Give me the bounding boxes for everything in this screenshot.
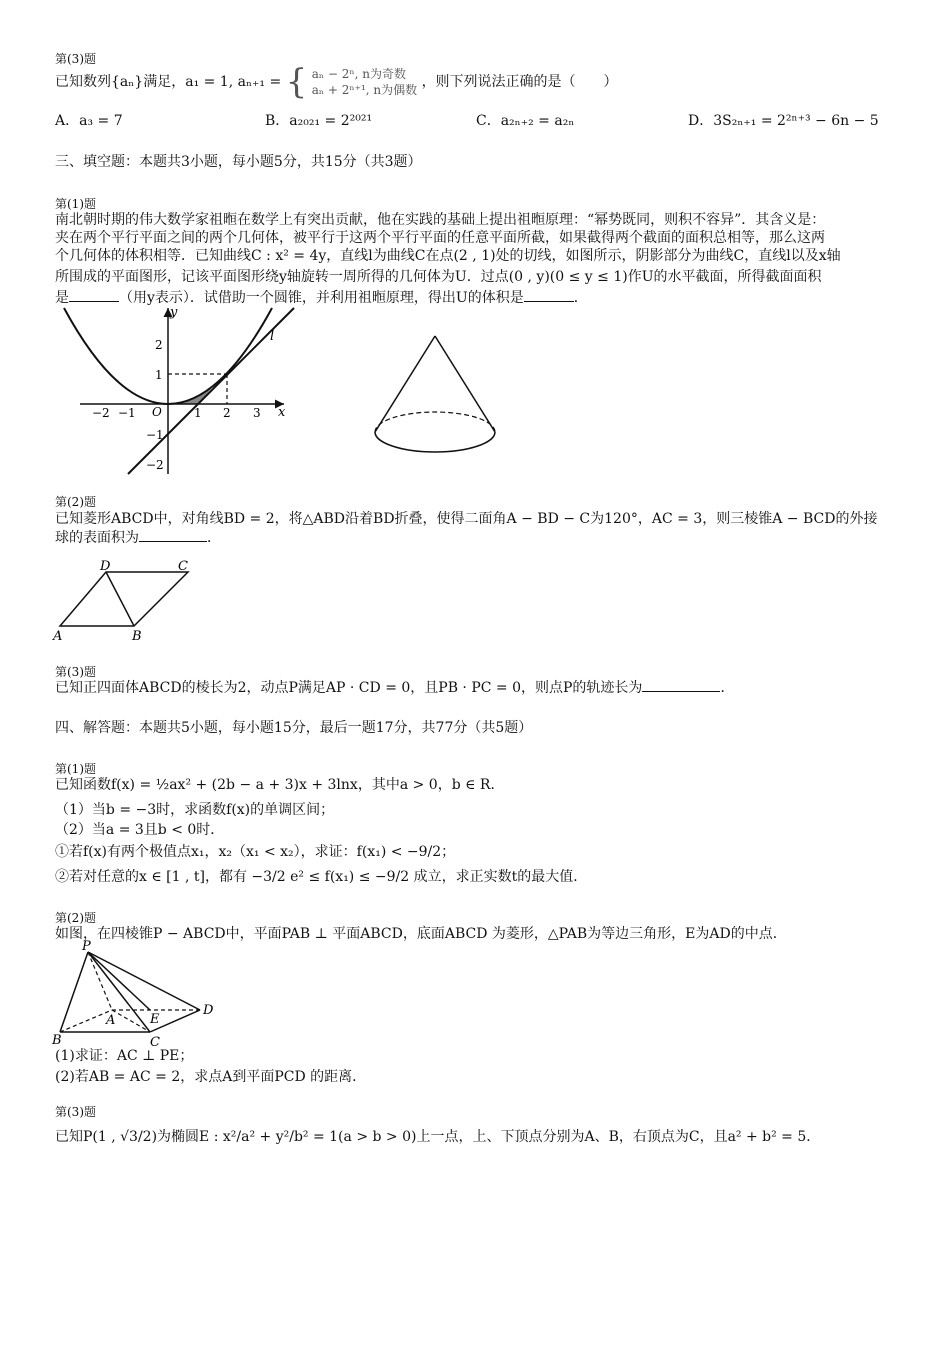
piecewise-cases [312,66,417,98]
tick-label: −1 [118,406,136,420]
rhombus-figure [50,558,200,644]
tick-label: 1 [155,368,163,382]
diagonal-bd [106,572,134,626]
question-number: 第(3)题 [55,1105,96,1119]
vertex-label: B [132,629,142,644]
question-number: 第(2)题 [55,911,96,925]
vertex-label: A [106,1013,116,1028]
line-label: l [270,329,275,344]
vertex-label: A [53,629,63,644]
question-stem [55,62,618,106]
vertex-label: C [178,559,188,574]
vertex-label: D [203,1003,214,1018]
question-text: （2）当a = 3且b < 0时． [55,822,225,838]
question-number: 第(2)题 [55,495,96,509]
pyramid-figure [50,940,225,1048]
cone-edge [375,336,435,432]
option-b[interactable]: B．a₂₀₂₁ = 2²⁰²¹ [265,113,373,129]
stem-text: 已知数列{aₙ}满足，a₁ = 1, aₙ₊₁ = [55,74,282,90]
edge-pd [88,952,200,1010]
origin-label: O [152,405,162,419]
text-end: ． [207,530,221,546]
question-text: 夹在两个平行平面之间的两个几何体，被平行于这两个平行平面的任意平面所截，如果截得两个截面的面积总相等，那么这两 [55,230,825,246]
x-axis-label: x [278,405,286,420]
question-text: 个几何体的体积相等．已知曲线C : x² = 4y，直线l为曲线C在点(2 , 1)处的切线，如图所示，阴影部分为曲线C，直线l以及x轴 [55,248,841,264]
visible-base-arc [375,432,495,452]
tick-label: −2 [146,458,164,472]
tick-label: 1 [194,406,202,420]
y-axis-label: y [170,305,178,320]
tick-label: 3 [253,406,261,420]
tick-label: −2 [92,406,110,420]
question-number: 第(1)题 [55,197,96,211]
question-text: （1）当b = −3时，求函数f(x)的单调区间； [55,802,335,818]
question-text: 已知P(1 , √3/2)为椭圆E : x²/a² + y²/b² = 1(a > b > 0)上一点，上、下顶点分别为A、B，右顶点为C，且a² + b² = 5． [55,1129,821,1145]
edge-pc [88,952,150,1032]
brace-symbol: { [285,62,308,102]
vertex-label: E [150,1012,160,1027]
answer-blank[interactable] [524,289,574,302]
question-text [55,529,221,547]
question-number: 第(3)题 [55,52,96,66]
text-middle: （用y表示）．试借助一个圆锥，并利用祖暅原理，得出U的体积是 [119,290,524,306]
vertex-label: B [52,1033,62,1048]
question-number: 第(1)题 [55,762,96,776]
option-a[interactable]: A．a₃ = 7 [55,113,123,129]
text-end: ． [573,290,588,306]
cone-edge [435,336,495,432]
rhombus-outline [60,572,188,626]
stem-tail: ，则下列说法正确的是（ ） [421,74,618,90]
segment-pe [88,952,150,1010]
tick-label: 2 [223,406,231,420]
vertex-label: P [82,940,91,954]
parabola-figure [60,302,300,478]
tick-label: 2 [155,338,163,352]
text-prefix: 已知正四面体ABCD的棱长为2，动点P满足AP · CD = 0，且PB · PC = 0，则点P的轨迹长为 [55,680,643,696]
text-prefix: 球的表面积为 [55,530,139,546]
hidden-diag-ac [112,1010,150,1032]
hidden-edge-ba [60,1010,112,1032]
question-text: 已知函数f(x) = ½ax² + (2b − a + 3)x + 3lnx，其中a > 0，b ∈ R． [55,777,505,793]
option-c[interactable]: C．a₂ₙ₊₂ = a₂ₙ [476,113,575,129]
hidden-edge-pa [88,952,112,1010]
vertex-label: D [100,559,111,574]
text-prefix: 是 [55,290,69,306]
answer-blank[interactable] [69,289,119,302]
question-text: 如图，在四棱锥P − ABCD中，平面PAB ⊥ 平面ABCD，底面ABCD 为菱形，△PAB为等边三角形，E为AD的中点． [55,926,787,942]
case-odd: aₙ − 2ⁿ, n为奇数 [311,67,406,81]
answer-blank[interactable] [139,529,207,542]
edge-pb [60,952,88,1032]
question-text: 南北朝时期的伟大数学家祖暅在数学上有突出贡献，他在实践的基础上提出祖暅原理：“幂势既同，则积不容异”．其含义是： [55,212,826,228]
case-even: aₙ + 2ⁿ⁺¹, n为偶数 [311,83,418,97]
option-d[interactable]: D．3S₂ₙ₊₁ = 2²ⁿ⁺³ − 6n − 5 [688,113,879,129]
question-number: 第(3)题 [55,665,96,679]
question-part: (2)若AB = AC = 2，求点A到平面PCD 的距离． [55,1069,367,1085]
question-part: (1)求证：AC ⊥ PE； [55,1048,194,1064]
hidden-base-arc [375,412,495,432]
question-text: 已知菱形ABCD中，对角线BD = 2，将△ABD沿着BD折叠，使得二面角A − BD − C为120°，AC = 3，则三棱锥A − BCD的外接 [55,511,878,527]
cone-figure [368,332,503,458]
vertex-label: C [150,1035,160,1048]
question-text: ②若对任意的x ∈ [1 , t]，都有 −3/2 e² ≤ f(x₁) ≤ −9/2 成立，求正实数t的最大值． [55,869,588,885]
section-header: 三、填空题：本题共3小题，每小题5分，共15分（共3题） [55,154,422,170]
question-text: 所围成的平面图形，记该平面图形绕y轴旋转一周所得的几何体为U．过点(0 , y)(0 ≤ y ≤ 1)作U的水平截面，所得截面面积 [55,269,822,285]
question-text: ①若f(x)有两个极值点x₁，x₂（x₁ < x₂），求证：f(x₁) < −9/2； [55,844,456,860]
answer-blank[interactable] [642,679,720,692]
section-header: 四、解答题：本题共5小题，每小题15分，最后一题17分，共77分（共5题） [55,720,533,736]
tick-label: −1 [146,428,164,442]
question-text [55,679,734,697]
text-end: ． [720,680,735,696]
